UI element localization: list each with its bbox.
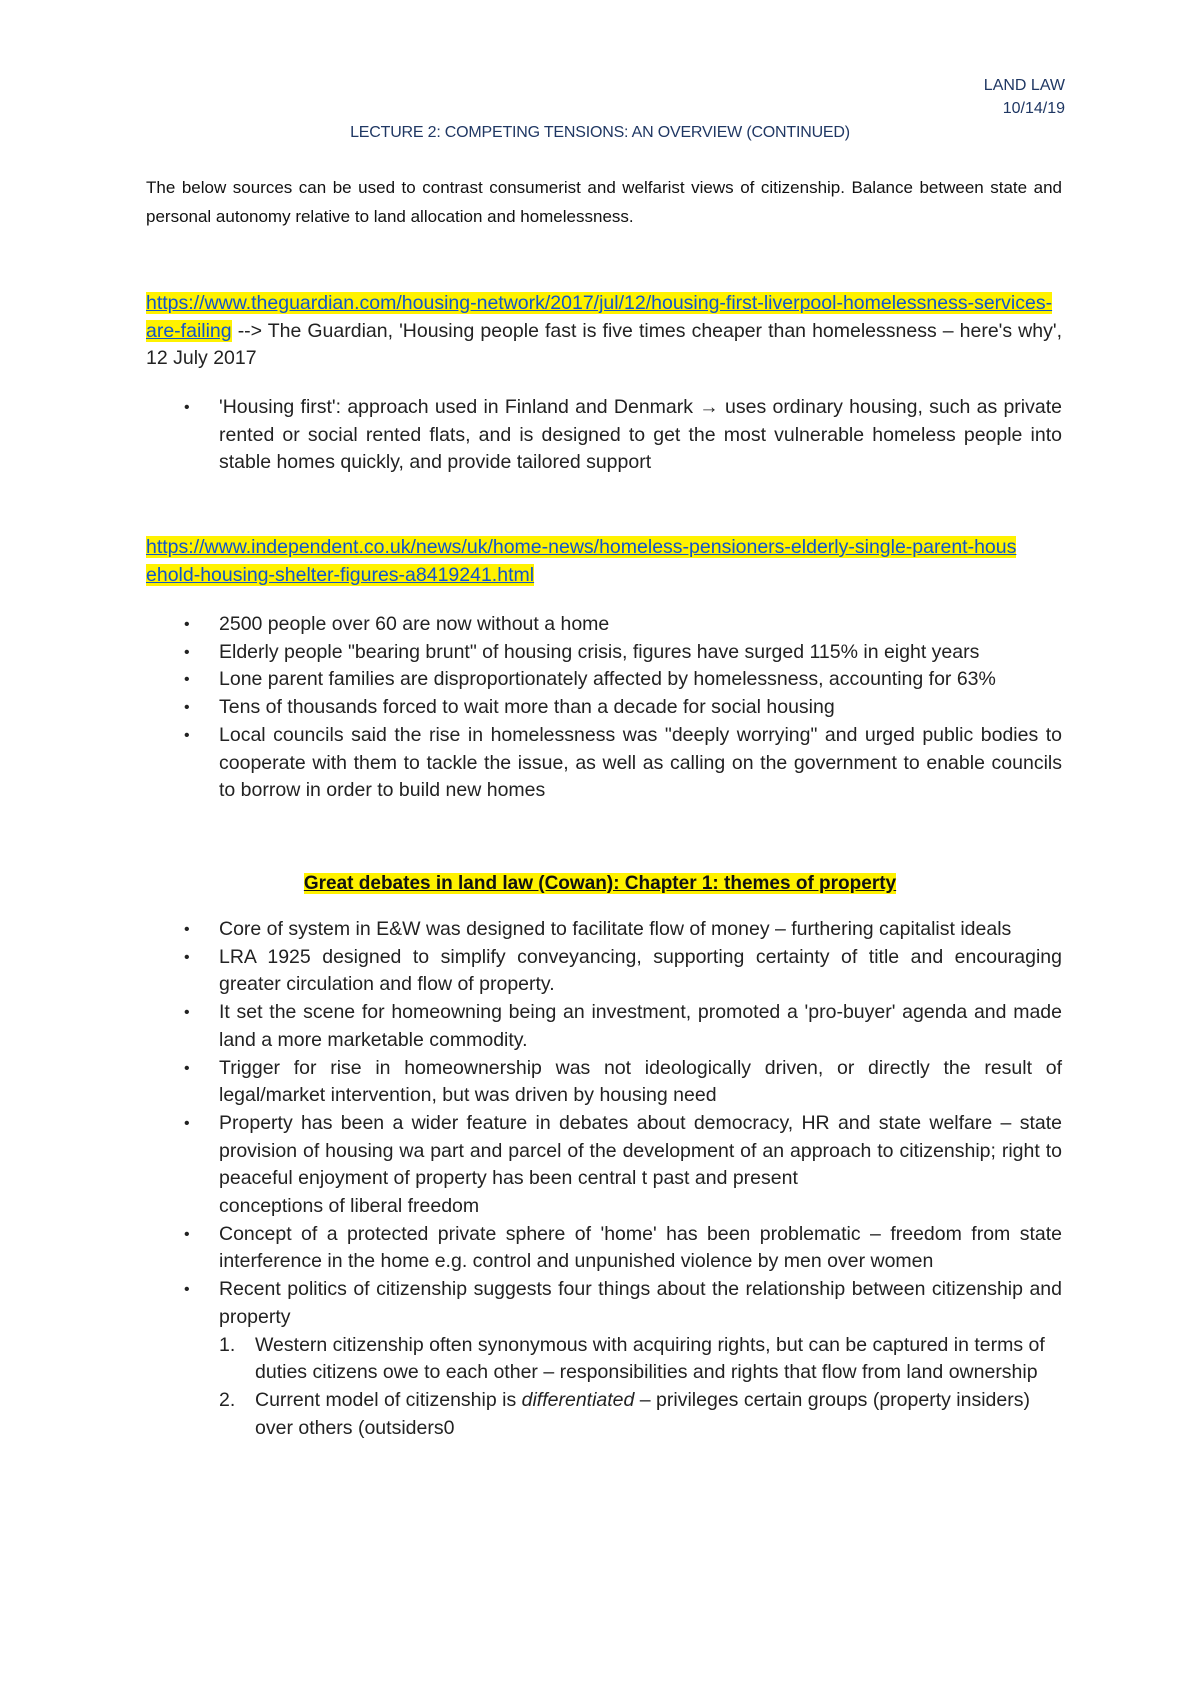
bullet-icon: •: [184, 399, 190, 416]
list-item: • It set the scene for homeowning being an investment, promoted a 'pro-buyer' agenda and made land a more marketable commodity.: [184, 1001, 1062, 1051]
bullet-icon: •: [184, 726, 190, 744]
bullet-icon: •: [184, 948, 190, 966]
list-item: • Concept of a protected private sphere of 'home' has been problematic – freedom from state interference in the home e.g. control and unpunished violence by men over women: [184, 1222, 1062, 1273]
bullet-icon: •: [184, 671, 190, 689]
source-2-bullets: [146, 611, 1062, 805]
list-item: • 2500 people over 60 are now without a home: [146, 611, 1062, 639]
emphasis-text: differentiated: [521, 1388, 635, 1411]
bullet-icon: •: [184, 643, 190, 661]
header-subject: LAND LAW: [983, 77, 1065, 94]
list-item: • Property has been a wider feature in debates about democracy, HR and state welfare – state provision of housing wa part and parcel of the development of an approach to citizenship; right to peaceful enjoyment of property has been central t past and present conceptions of liberal freedom: [184, 1111, 1062, 1218]
list-item: • Recent politics of citizenship suggests four things about the relationship between citizenship and property: [184, 1278, 1062, 1328]
bullet-icon: •: [184, 699, 190, 717]
list-item: • Core of system in E&W was designed to facilitate flow of money – furthering capitalist ideals: [146, 916, 1062, 944]
item-number: 1.: [219, 1333, 236, 1356]
intro-paragraph: The below sources can be used to contrast consumerist and welfarist views of citizenship. Balance between state and personal autonomy relative to land allocation and homelessness.: [146, 178, 1062, 226]
section-bullets: [146, 916, 1062, 1442]
numbered-item: 1. Western citizenship often synonymous with acquiring rights, but can be captured in terms of duties citizens owe to each other – responsibilities and rights that flow from land ownership: [219, 1333, 1045, 1384]
item-number: 2.: [219, 1388, 236, 1411]
lecture-title: LECTURE 2: COMPETING TENSIONS: AN OVERVIEW (CONTINUED): [350, 124, 850, 141]
list-item: • LRA 1925 designed to simplify conveyancing, supporting certainty of title and encouraging greater circulation and flow of property.: [184, 945, 1062, 996]
bullet-icon: •: [184, 616, 190, 633]
bullet-icon: •: [184, 1281, 190, 1299]
bullet-icon: •: [184, 1225, 190, 1243]
bullet-icon: •: [184, 1004, 190, 1022]
document-header: [984, 74, 1065, 120]
source-1-bullets: [146, 394, 1062, 477]
bullet-icon: •: [184, 921, 190, 938]
source-2-paragraph: [146, 534, 1026, 589]
list-item: • Tens of thousands forced to wait more than a decade for social housing: [146, 694, 1062, 722]
source-1-paragraph: [146, 290, 1062, 373]
list-item: • Elderly people "bearing brunt" of housing crisis, figures have surged 115% in eight years: [146, 639, 1062, 667]
numbered-list: [146, 1332, 1062, 1443]
source-1-link[interactable]: https://www.theguardian.com/housing-network/2017/jul/12/housing-first-liverpool-homelessness-services-are-failing: [146, 292, 1053, 342]
section-heading: [0, 873, 1200, 895]
section-heading-text: Great debates in land law (Cowan): Chapter 1: themes of property: [303, 873, 897, 894]
list-item: • Trigger for rise in homeownership was not ideologically driven, or directly the result of legal/market intervention, but was driven by housing need: [184, 1056, 1062, 1107]
list-item: • Local councils said the rise in homelessness was "deeply worrying" and urged public bodies to cooperate with them to tackle the issue, as well as calling on the government to enable councils to borrow in order to build new homes: [184, 723, 1062, 802]
source-1-arrow: -->: [237, 319, 263, 342]
bullet-icon: •: [184, 1059, 190, 1077]
source-1-description: The Guardian, 'Housing people fast is five times cheaper than homelessness – here's why', 12 July 2017: [146, 319, 1062, 370]
source-2-link[interactable]: https://www.independent.co.uk/news/uk/home-news/homeless-pensioners-elderly-single-parent-household-housing-shelter-figures-a8419241.html: [146, 536, 1017, 586]
bullet-icon: •: [184, 1114, 190, 1132]
list-item: • 'Housing first': approach used in Finland and Denmark → uses ordinary housing, such as private rented or social rented flats, and is designed to get the most vulnerable homeless people into stable homes quickly, and provide tailored support: [184, 396, 1062, 474]
right-arrow-icon: →: [699, 396, 719, 418]
header-date: 10/14/19: [1002, 100, 1065, 117]
list-item: • Lone parent families are disproportionately affected by homelessness, accounting for 63%: [146, 666, 1062, 694]
numbered-item: 2. Current model of citizenship is differentiated – privileges certain groups (property insiders) over others (outsiders0: [219, 1388, 1030, 1439]
